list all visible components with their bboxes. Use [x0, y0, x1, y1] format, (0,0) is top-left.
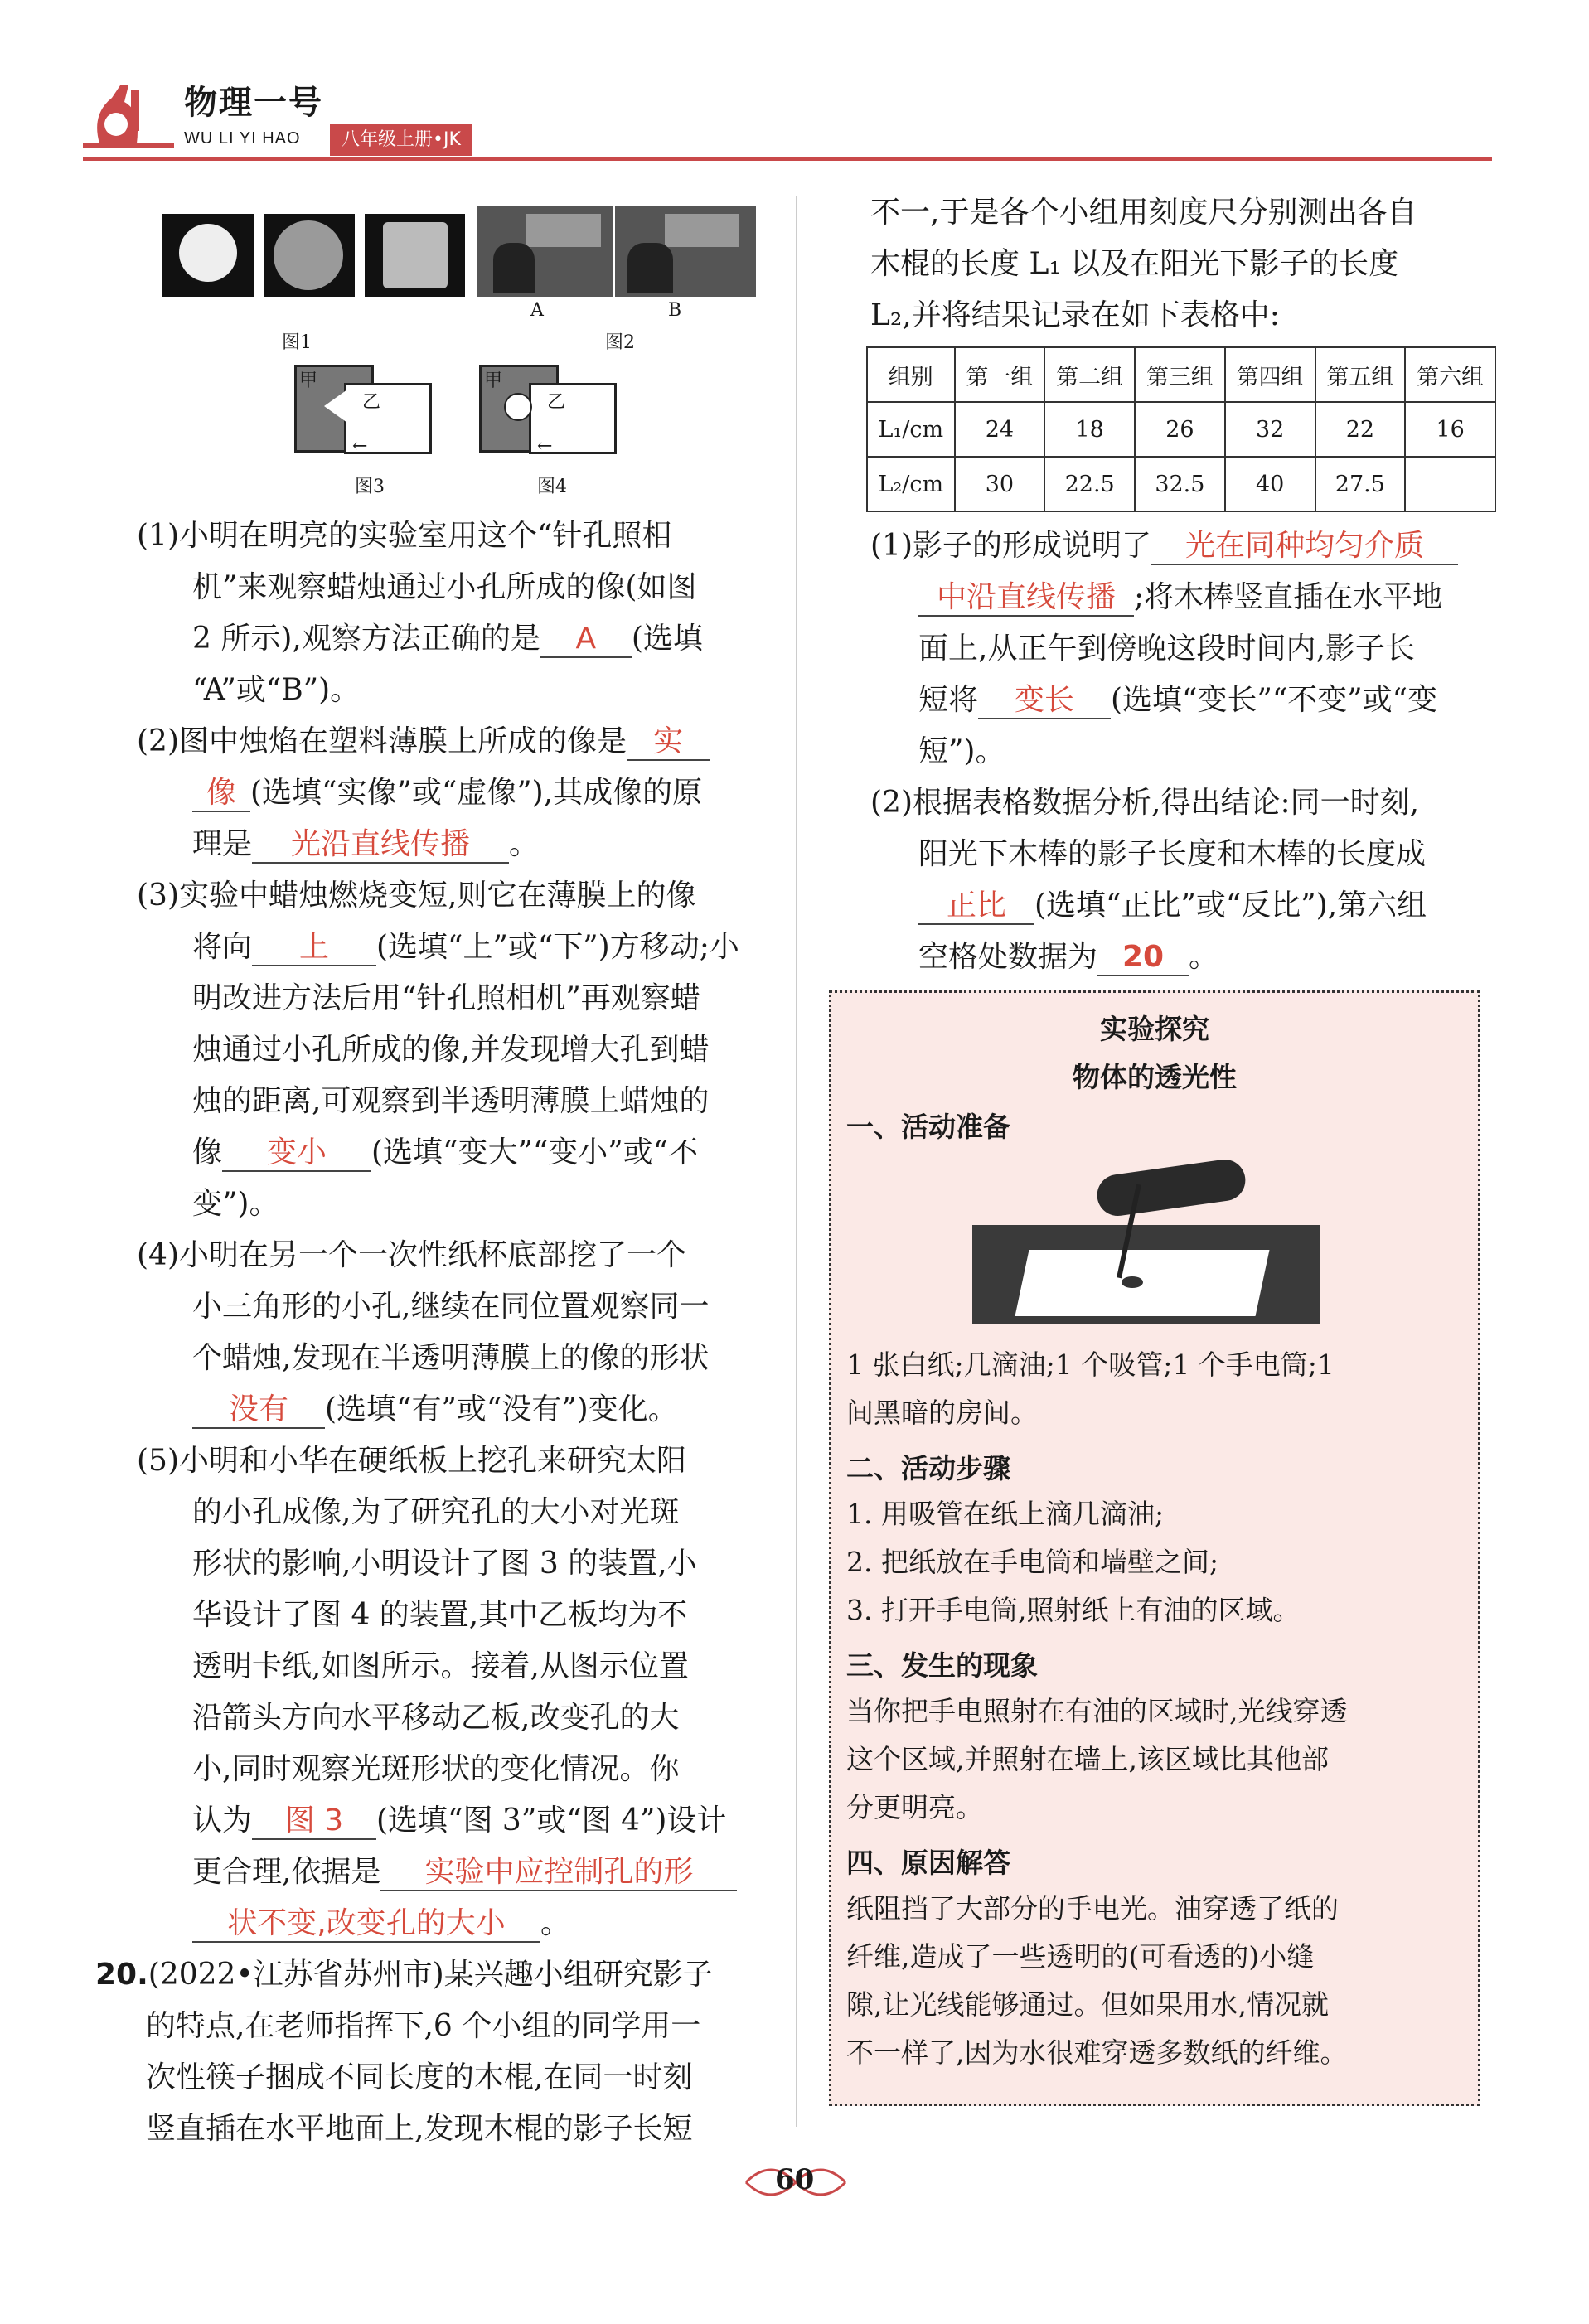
q20-line: 的特点,在老师指挥下,6 个小组的同学用一 — [146, 2009, 701, 2043]
q3-text: (选填“上”或“下”)方移动;小 — [376, 930, 739, 964]
r-q2-line: 阳光下木棒的影子长度和木棒的长度成 — [918, 837, 1427, 871]
arrow-left-icon: ← — [352, 436, 368, 457]
figure-1-photo-hole — [162, 214, 254, 297]
r-q1-line: 短”)。 — [918, 734, 1005, 768]
r-q1-line — [870, 520, 1458, 572]
answer-blank: 20 — [1097, 939, 1189, 976]
answer-blank: 光在同种均匀介质 — [1151, 528, 1458, 565]
figure-2-caption: 图2 — [605, 332, 635, 353]
r-q1-text: (1)影子的形成说明了 — [870, 529, 1151, 563]
q5-line: 小,同时观察光斑形状的变化情况。你 — [192, 1752, 680, 1786]
r-q1-line — [918, 572, 1442, 623]
section-heading: 四、原因解答 — [846, 1847, 1010, 1879]
answer-blank: 像 — [192, 775, 250, 812]
figure-3 — [294, 365, 443, 456]
q20-line: 次性筷子捆成不同长度的木棍,在同一时刻 — [146, 2060, 693, 2094]
table-header-cell: 第二组 — [1044, 347, 1135, 402]
q3-line: 明改进方法后用“针孔照相机”再观察蜡 — [192, 981, 700, 1015]
figure-2-label-b: B — [668, 300, 682, 321]
q3-line: 变”)。 — [192, 1187, 279, 1221]
grade-badge: 八年级上册•JK — [330, 124, 472, 156]
q5-line: (5)小明和小华在硬纸板上挖孔来研究太阳 — [137, 1444, 686, 1478]
q20-line: L₂,并将结果记录在如下表格中: — [870, 298, 1280, 332]
q1-text: (选填 — [631, 622, 703, 656]
table-cell: 22.5 — [1044, 457, 1135, 511]
table-cell: 32.5 — [1135, 457, 1225, 511]
figure-2-label-a: A — [530, 300, 544, 321]
table-cell — [1405, 457, 1495, 511]
table-cell: 26 — [1135, 402, 1225, 457]
q4-text: (选填“有”或“没有”)变化。 — [325, 1392, 678, 1426]
brand-pinyin: WU LI YI HAO — [184, 129, 301, 148]
section-heading: 二、活动步骤 — [846, 1452, 1010, 1484]
q20-line: 不一,于是各个小组用刻度尺分别测出各自 — [870, 196, 1417, 230]
q3-line: 烛的距离,可观察到半透明薄膜上蜡烛的 — [192, 1084, 710, 1118]
figure-1-caption: 图1 — [282, 332, 312, 353]
q2-text: (选填“实像”或“虚像”),其成像的原 — [250, 776, 703, 810]
figure-2-photo-b — [615, 206, 756, 297]
figure-2-photo-a — [477, 206, 613, 297]
r-q1-line: 面上,从正午到傍晚这段时间内,影子长 — [918, 632, 1415, 666]
oil-spot — [1122, 1276, 1143, 1288]
q1-line: 机”来观察蜡烛通过小孔所成的像(如图 — [192, 570, 697, 604]
r-q1-text: 短将 — [918, 683, 979, 717]
figure-3-caption: 图3 — [355, 477, 385, 497]
table-cell: 27.5 — [1315, 457, 1406, 511]
answer-blank: 没有 — [192, 1392, 325, 1429]
q5-text: 认为 — [192, 1804, 253, 1837]
triangle-hole-icon — [324, 390, 347, 423]
figure-3-label-jia: 甲 — [299, 370, 318, 391]
q1-line — [192, 613, 703, 665]
hand-with-straw — [1094, 1157, 1247, 1219]
q20-line: 木棍的长度 L₁ 以及在阳光下影子的长度 — [870, 247, 1399, 281]
box-text: 1 张白纸;几滴油;1 个吸管;1 个手电筒;1 — [846, 1348, 1335, 1381]
experiment-box — [829, 990, 1480, 2106]
r-q2-line: (2)根据表格数据分析,得出结论:同一时刻, — [870, 786, 1420, 820]
box-text: 间黑暗的房间。 — [846, 1397, 1038, 1429]
r-q2-text: (选填“正比”或“反比”),第六组 — [1034, 888, 1427, 922]
step-item: 1. 用吸管在纸上滴几滴油; — [846, 1498, 1165, 1530]
step-item: 3. 打开手电筒,照射纸上有油的区域。 — [846, 1594, 1301, 1626]
answer-blank: A — [540, 621, 632, 658]
box-text: 隙,让光线能够通过。但如果用水,情况就 — [846, 1988, 1329, 2021]
q5-line: 形状的影响,小明设计了图 3 的装置,小 — [192, 1547, 697, 1581]
answer-blank: 上 — [252, 929, 376, 966]
answer-blank: 图 3 — [252, 1803, 376, 1840]
arrow-left-icon: ← — [537, 436, 553, 457]
box-text: 纤维,造成了一些透明的(可看透的)小缝 — [846, 1940, 1315, 1973]
q20-text: (2022•江苏省苏州市)某兴趣小组研究影子 — [148, 1958, 713, 1992]
page-number: 60 — [775, 2163, 815, 2196]
section-heading: 三、发生的现象 — [846, 1649, 1038, 1682]
table-header-cell: 第六组 — [1405, 347, 1495, 402]
answer-blank: 实验中应控制孔的形 — [380, 1854, 737, 1891]
table-cell: 32 — [1225, 402, 1315, 457]
figure-1 — [162, 214, 465, 297]
answer-blank: 变长 — [978, 682, 1111, 719]
table-cell: 18 — [1044, 402, 1135, 457]
q2-line — [137, 716, 710, 767]
r-q2-text: 空格处数据为 — [918, 940, 1098, 974]
r-q2-text: 。 — [1189, 940, 1219, 974]
q5-line: 华设计了图 4 的装置,其中乙板均为不 — [192, 1598, 688, 1632]
section-heading: 一、活动准备 — [846, 1111, 1010, 1143]
q1-line: “A”或“B”)。 — [192, 673, 361, 707]
figure-4-caption: 图4 — [537, 477, 567, 497]
r-q1-text: (选填“变长”“不变”或“变 — [1111, 683, 1438, 717]
box-text: 纸阻挡了大部分的手电光。油穿透了纸的 — [846, 1892, 1339, 1925]
box-text: 这个区域,并照射在墙上,该区域比其他部 — [846, 1743, 1329, 1775]
table-cell: 24 — [955, 402, 1045, 457]
r-q1-text: ;将木棒竖直插在水平地 — [1134, 580, 1443, 614]
q5-line: 沿箭头方向水平移动乙板,改变孔的大 — [192, 1701, 680, 1735]
table-cell: L₁/cm — [867, 402, 955, 457]
table-cell: 22 — [1315, 402, 1406, 457]
book-logo-icon — [83, 65, 174, 156]
r-q1-line — [918, 675, 1437, 726]
q4-line: 个蜡烛,发现在半透明薄膜上的像的形状 — [192, 1341, 710, 1375]
q3-text: 将向 — [192, 930, 253, 964]
q1-line: (1)小明在明亮的实验室用这个“针孔照相 — [137, 519, 672, 553]
circle-hole-icon — [504, 393, 532, 421]
answer-blank: 正比 — [918, 888, 1034, 925]
table-header-cell: 第四组 — [1225, 347, 1315, 402]
header-rule — [83, 157, 1492, 161]
column-divider — [796, 196, 797, 2127]
box-text: 分更明亮。 — [846, 1791, 983, 1823]
q5-line: 透明卡纸,如图所示。接着,从图示位置 — [192, 1649, 689, 1683]
table-header-cell: 第三组 — [1135, 347, 1225, 402]
q5-text: 。 — [540, 1906, 571, 1940]
q4-line: (4)小明在另一个一次性纸杯底部挖了一个 — [137, 1238, 686, 1272]
box-title: 实验探究 — [1100, 1013, 1209, 1045]
q2-line — [192, 767, 702, 819]
box-subtitle: 物体的透光性 — [1073, 1061, 1237, 1093]
answer-blank: 变小 — [222, 1135, 371, 1172]
table-header-row — [867, 347, 1495, 402]
table-cell: 30 — [955, 457, 1045, 511]
q3-text: 像 — [192, 1135, 223, 1169]
q3-line: 烛通过小孔所成的像,并发现增大孔到蜡 — [192, 1033, 710, 1067]
q2-text: 理是 — [192, 827, 253, 861]
answer-blank: 光沿直线传播 — [252, 826, 509, 864]
figure-1-photo-cup — [365, 214, 465, 297]
table-cell: 16 — [1405, 402, 1495, 457]
q20-line — [95, 1949, 713, 2001]
box-text: 不一样了,因为水很难穿透多数纸的纤维。 — [846, 2036, 1348, 2069]
question-number: 20. — [95, 1958, 148, 1992]
q5-line — [192, 1847, 737, 1898]
answer-blank: 状不变,改变孔的大小 — [192, 1905, 540, 1943]
table-header-cell: 第五组 — [1315, 347, 1406, 402]
table-cell: L₂/cm — [867, 457, 955, 511]
figure-4 — [479, 365, 628, 456]
q5-line — [192, 1898, 570, 1949]
oil-drop-illustration — [972, 1167, 1320, 1333]
table-row — [867, 402, 1495, 457]
answer-blank: 实 — [627, 724, 710, 761]
table-cell: 40 — [1225, 457, 1315, 511]
q3-text: (选填“变大”“变小”或“不 — [371, 1135, 699, 1169]
q2-text: (2)图中烛焰在塑料薄膜上所成的像是 — [137, 724, 627, 758]
q3-line — [192, 922, 739, 973]
r-q2-line — [918, 880, 1427, 932]
q3-line — [192, 1127, 698, 1179]
table-header-cell: 组别 — [867, 347, 955, 402]
q5-text: 更合理,依据是 — [192, 1855, 381, 1889]
figure-3-label-yi: 乙 — [362, 392, 381, 413]
figure-1-photo-film — [264, 214, 355, 297]
q2-text: 。 — [509, 827, 540, 861]
results-table — [866, 346, 1496, 512]
q4-line — [192, 1384, 678, 1436]
table-header-cell: 第一组 — [955, 347, 1045, 402]
q2-line — [192, 819, 539, 870]
step-item: 2. 把纸放在手电筒和墙壁之间; — [846, 1546, 1219, 1578]
answer-blank: 中沿直线传播 — [918, 579, 1134, 617]
q1-text: 2 所示),观察方法正确的是 — [192, 622, 540, 656]
q4-line: 小三角形的小孔,继续在同位置观察同一 — [192, 1290, 710, 1324]
brand-title: 物理一号 — [184, 84, 323, 122]
q3-line: (3)实验中蜡烛燃烧变短,则它在薄膜上的像 — [137, 879, 696, 913]
q5-line — [192, 1795, 726, 1847]
q5-line: 的小孔成像,为了研究孔的大小对光斑 — [192, 1495, 680, 1529]
figure-4-label-yi: 乙 — [547, 392, 566, 413]
r-q2-line — [918, 932, 1218, 983]
table-row — [867, 457, 1495, 511]
box-text: 当你把手电照射在有油的区域时,光线穿透 — [846, 1695, 1348, 1727]
q20-line: 竖直插在水平地面上,发现木棍的影子长短 — [146, 2112, 693, 2146]
figure-4-label-jia: 甲 — [484, 370, 503, 391]
q5-text: (选填“图 3”或“图 4”)设计 — [376, 1804, 727, 1837]
